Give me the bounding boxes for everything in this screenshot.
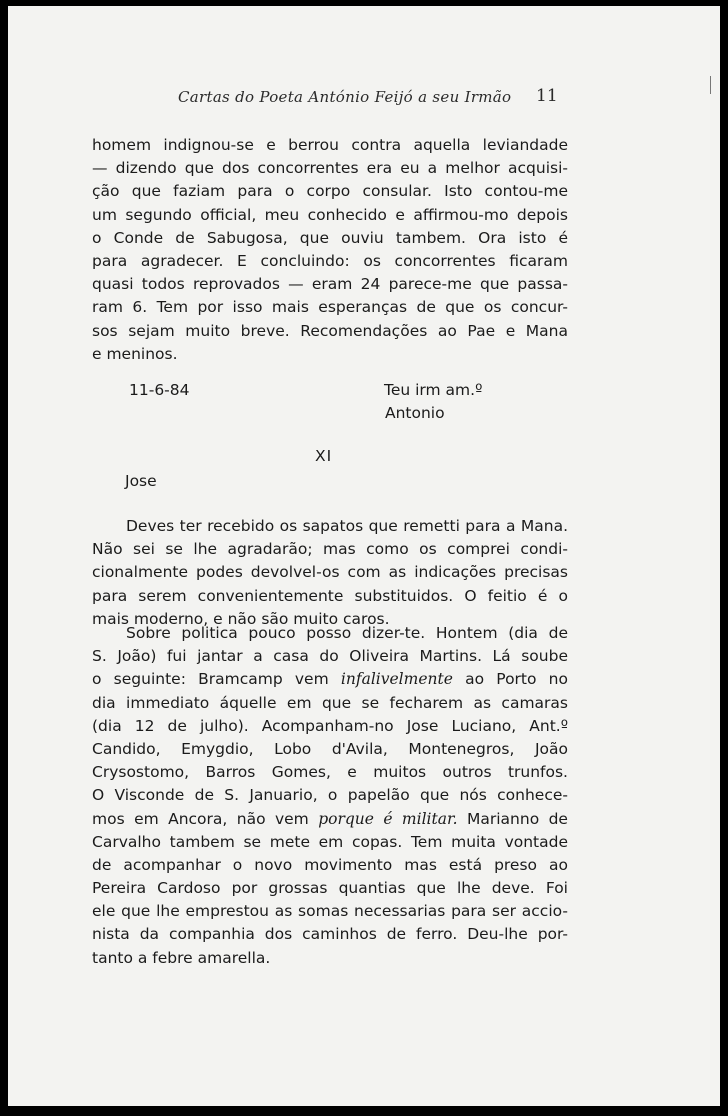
text-run: o seguinte: Bramcamp vem bbox=[92, 670, 341, 689]
text-line: Não sei se lhe agradarão; mas como os comprei condi- bbox=[92, 540, 568, 559]
text-line: de acompanhar o novo movimento mas está preso ao bbox=[92, 855, 568, 874]
letter-x-ending bbox=[92, 134, 568, 366]
emphasis-text: infalivelmente bbox=[340, 670, 453, 689]
text-line: cionalmente podes devolvel-os com as indicações precisas bbox=[92, 563, 568, 582]
text-run: Marianno de bbox=[457, 809, 568, 828]
text-line: (dia 12 de julho). Acompanham-no Jose Luciano, Ant.º bbox=[92, 716, 568, 735]
salutation: Jose bbox=[125, 472, 157, 490]
scan-artifact bbox=[710, 76, 711, 94]
text-line: quasi todos reprovados — eram 24 parece-me que passa- bbox=[92, 275, 568, 294]
text-line: Deves ter recebido os sapatos que remetti para a Mana. bbox=[126, 517, 568, 535]
text-line: para serem convenientemente substituidos. O feitio é o bbox=[92, 586, 568, 605]
text-line: ram 6. Tem por isso mais esperanças de que os concur- bbox=[92, 298, 568, 317]
book-page bbox=[8, 6, 720, 1106]
text-run: mos em Ancora, não vem bbox=[92, 809, 319, 828]
text-line: ção que faziam para o corpo consular. Isto contou-me bbox=[92, 182, 568, 201]
text-line bbox=[92, 808, 568, 831]
text-line bbox=[92, 668, 568, 691]
text-line: ele que lhe emprestou as somas necessarias para ser accio- bbox=[92, 902, 568, 921]
page-number: 11 bbox=[536, 86, 558, 106]
text-line: o Conde de Sabugosa, que ouviu tambem. Ora isto é bbox=[92, 228, 568, 247]
text-line: mais moderno, e não são muito caros. bbox=[92, 609, 390, 628]
text-line: Crysostomo, Barros Gomes, e muitos outros trunfos. bbox=[92, 763, 568, 782]
letter-xi-paragraph-2 bbox=[92, 622, 568, 970]
text-line: Pereira Cardoso por grossas quantias que lhe deve. Foi bbox=[92, 879, 568, 898]
text-run: ao Porto no bbox=[452, 670, 568, 689]
closing-text: Teu irm am.º bbox=[384, 381, 483, 399]
signature-text: Antonio bbox=[385, 404, 445, 422]
text-line: — dizendo que dos concorrentes era eu a melhor acquisi- bbox=[92, 159, 568, 178]
letter-signoff bbox=[384, 379, 504, 425]
emphasis-text: porque é militar. bbox=[318, 809, 458, 828]
text-line: O Visconde de S. Januario, o papelão que nós conhece- bbox=[92, 786, 568, 805]
text-line: S. João) fui jantar a casa do Oliveira Martins. Lá soube bbox=[92, 647, 568, 666]
letter-date bbox=[129, 379, 190, 402]
text-line: Carvalho tambem se mete em copas. Tem muita vontade bbox=[92, 832, 568, 851]
text-line: um segundo official, meu conhecido e affirmou-mo depois bbox=[92, 205, 568, 224]
text-line: e meninos. bbox=[92, 344, 178, 363]
text-line: para agradecer. E concluindo: os concorrentes ficaram bbox=[92, 251, 568, 270]
text-line: tanto a febre amarella. bbox=[92, 948, 271, 967]
running-title: Cartas do Poeta António Feijó a seu Irmão bbox=[178, 88, 512, 106]
date-text: 11-6-84 bbox=[129, 381, 190, 399]
text-line: homem indignou-se e berrou contra aquella leviandade bbox=[92, 136, 568, 154]
text-line: dia immediato áquelle em que se fecharem as camaras bbox=[92, 693, 568, 712]
text-line: Sobre politica pouco posso dizer-te. Hontem (dia de bbox=[126, 624, 568, 642]
text-line: sos sejam muito breve. Recomendações ao Pae e Mana bbox=[92, 321, 568, 340]
text-line: nista da companhia dos caminhos de ferro. Deu-lhe por- bbox=[92, 925, 568, 944]
letter-number: XI bbox=[315, 447, 333, 465]
text-line: Candido, Emygdio, Lobo d'Avila, Montenegros, João bbox=[92, 739, 568, 758]
letter-xi-paragraph-1 bbox=[92, 515, 568, 631]
